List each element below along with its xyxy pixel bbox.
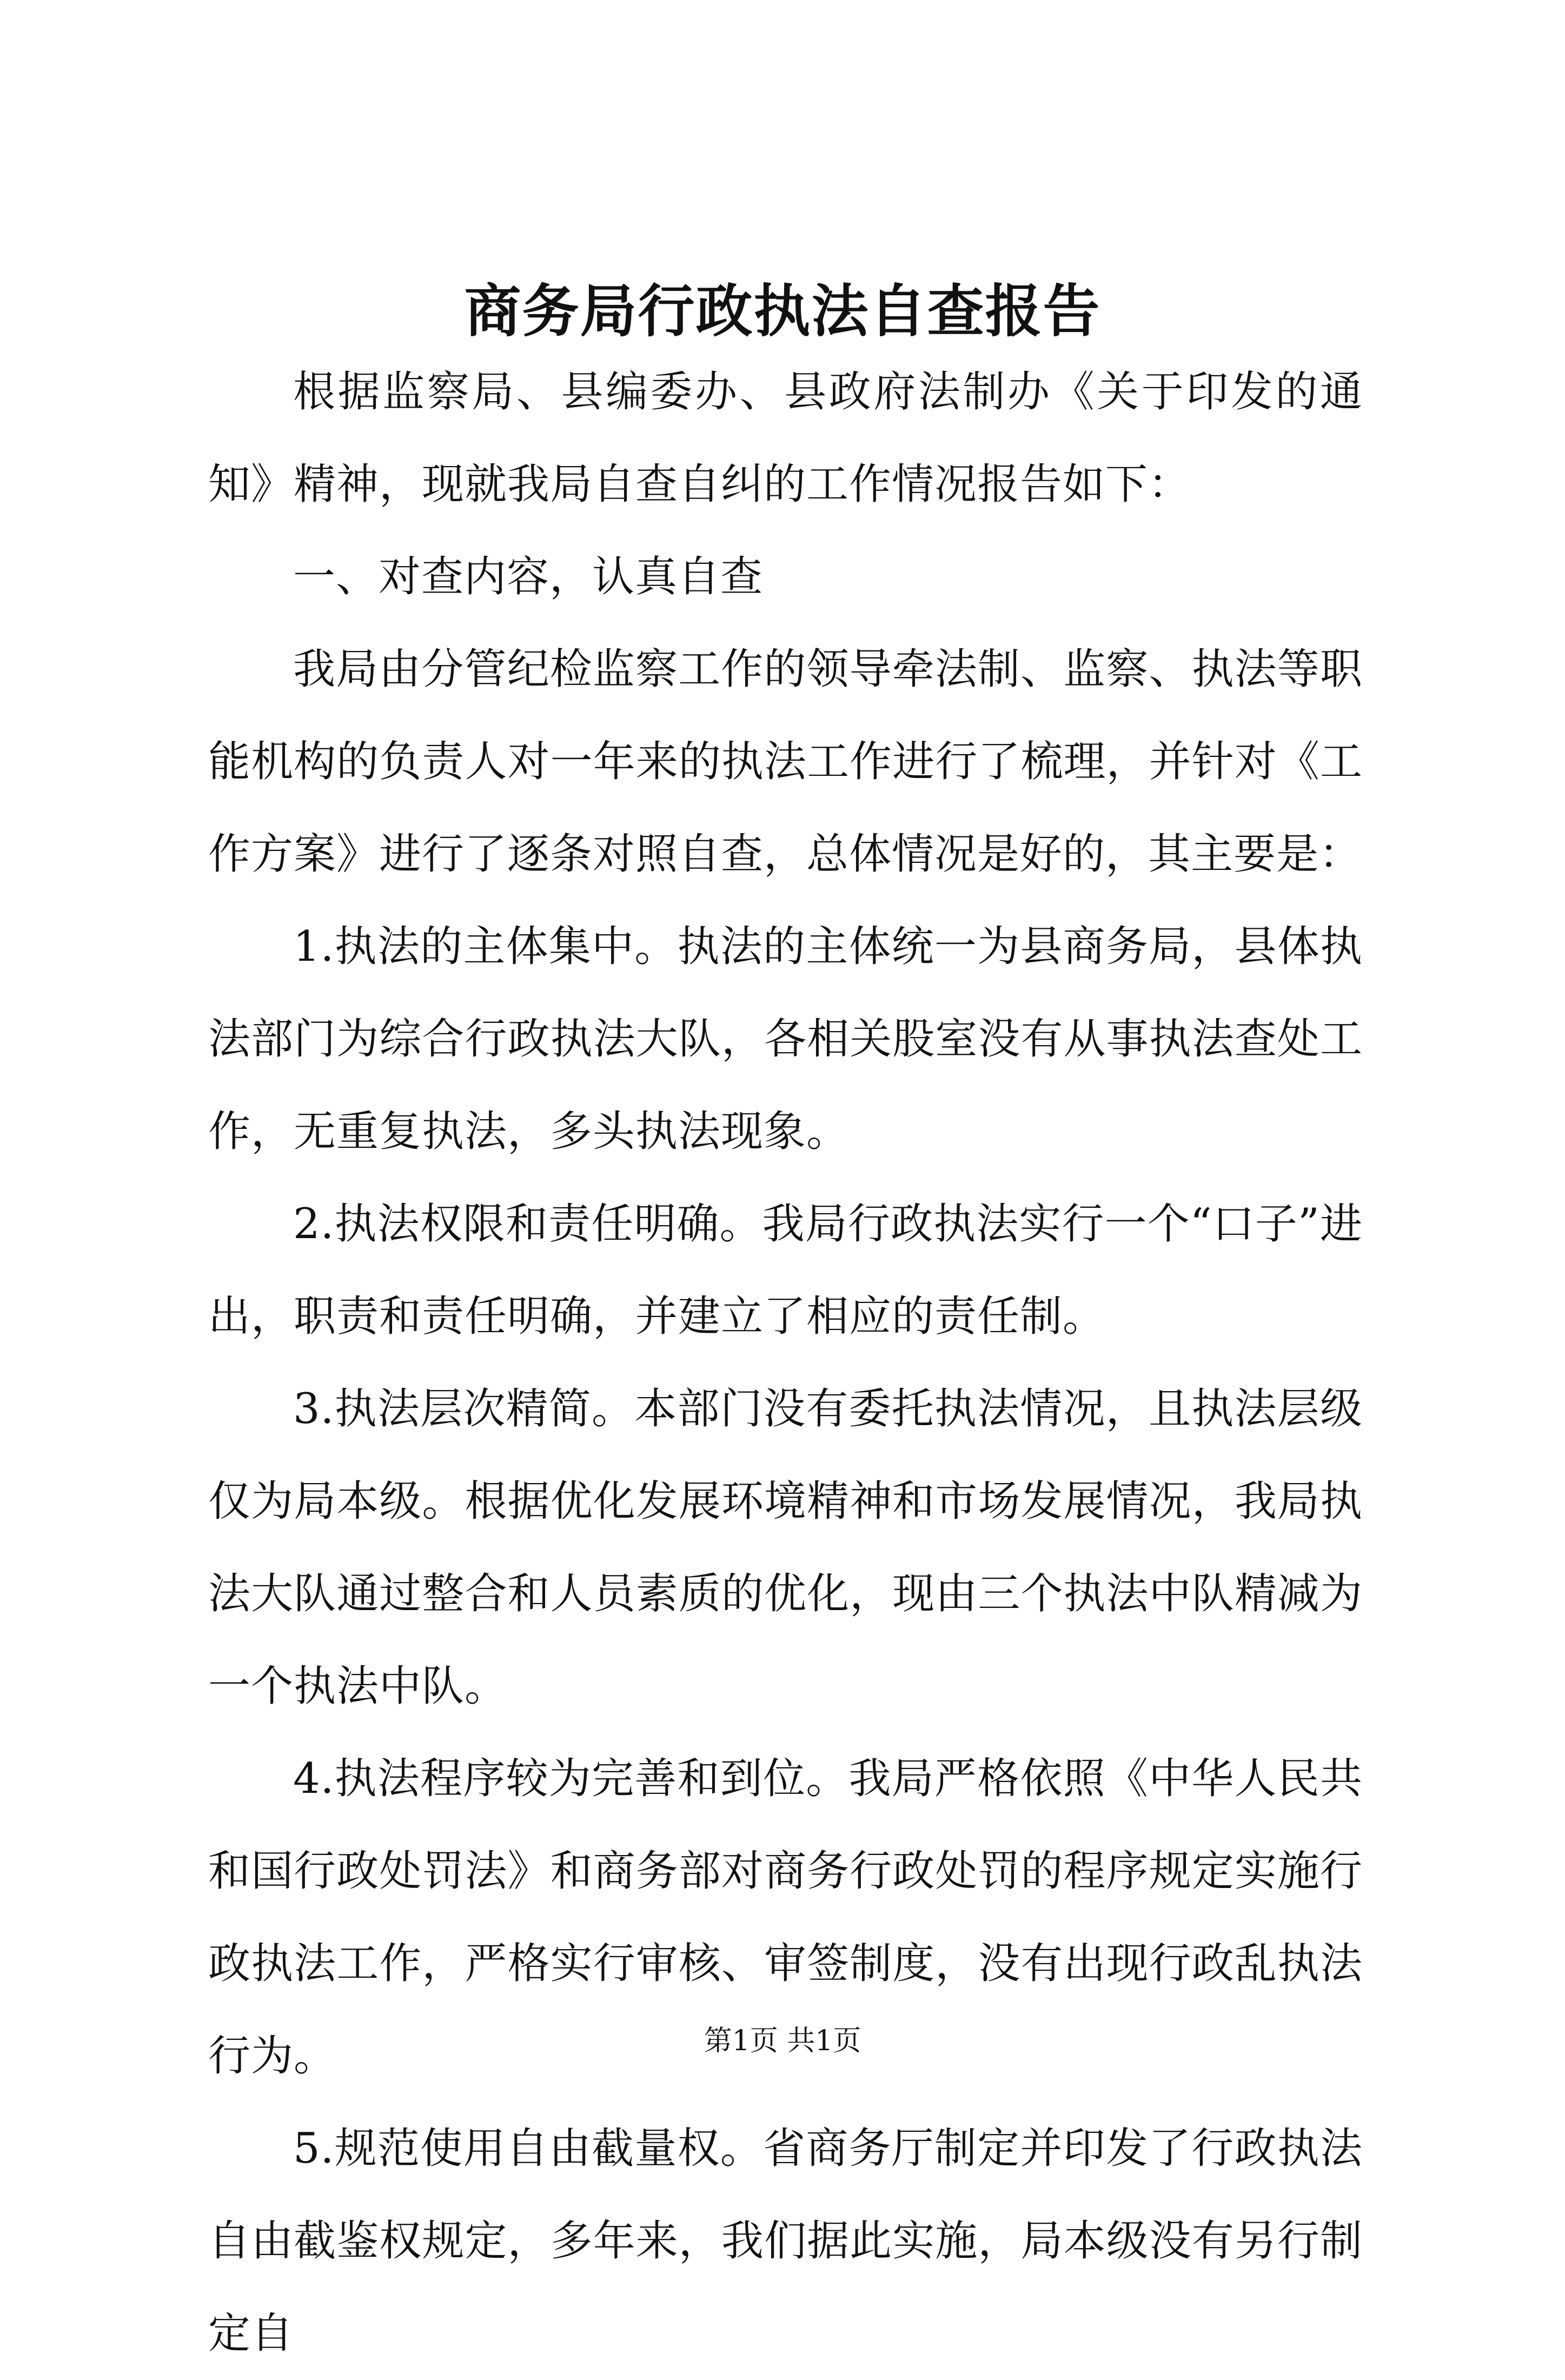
section-heading-1: 一、对查内容，认真自查	[293, 553, 764, 601]
paragraph-item-1: 1.执法的主体集中。执法的主体统一为县商务局，县体执法部门为综合行政执法大队，各相关股室没有从事执法查处工作，无重复执法，多头执法现象。	[208, 922, 1363, 1156]
paragraph-intro: 根据监察局、县编委办、县政府法制办《关于印发的通知》精神，现就我局自查自纠的工作情况报告如下：	[208, 368, 1363, 509]
paragraph-overview: 我局由分管纪检监察工作的领导牵法制、监察、执法等职能机构的负责人对一年来的执法工作进行了梳理，并针对《工作方案》进行了逐条对照自查，总体情况是好的，其主要是：	[208, 645, 1363, 879]
paragraph-item-5: 5.规范使用自由截量权。省商务厅制定并印发了行政执法自由截鉴权规定，多年来，我们据此实施，局本级没有另行制定自	[208, 2124, 1363, 2358]
document-title: 商务局行政执法自查报告	[464, 277, 1101, 344]
page-number-footer: 第1页 共1页	[704, 2025, 861, 2057]
paragraph-item-3: 3.执法层次精简。本部门没有委托执法情况，且执法层级仅为局本级。根据优化发展环境精神和市场发展情况，我局执法大队通过整合和人员素质的优化，现由三个执法中队精减为一个执法中队。	[208, 1385, 1363, 1711]
paragraph-item-2: 2.执法权限和责任明确。我局行政执法实行一个“口子”进出，职责和责任明确，并建立了相应的责任制。	[208, 1200, 1363, 1341]
paragraph-item-4: 4.执法程序较为完善和到位。我局严格依照《中华人民共和国行政处罚法》和商务部对商务行政处罚的程序规定实施行政执法工作，严格实行审核、审签制度，没有出现行政乱执法行为。	[208, 1754, 1363, 2080]
document-body	[208, 346, 1363, 2380]
